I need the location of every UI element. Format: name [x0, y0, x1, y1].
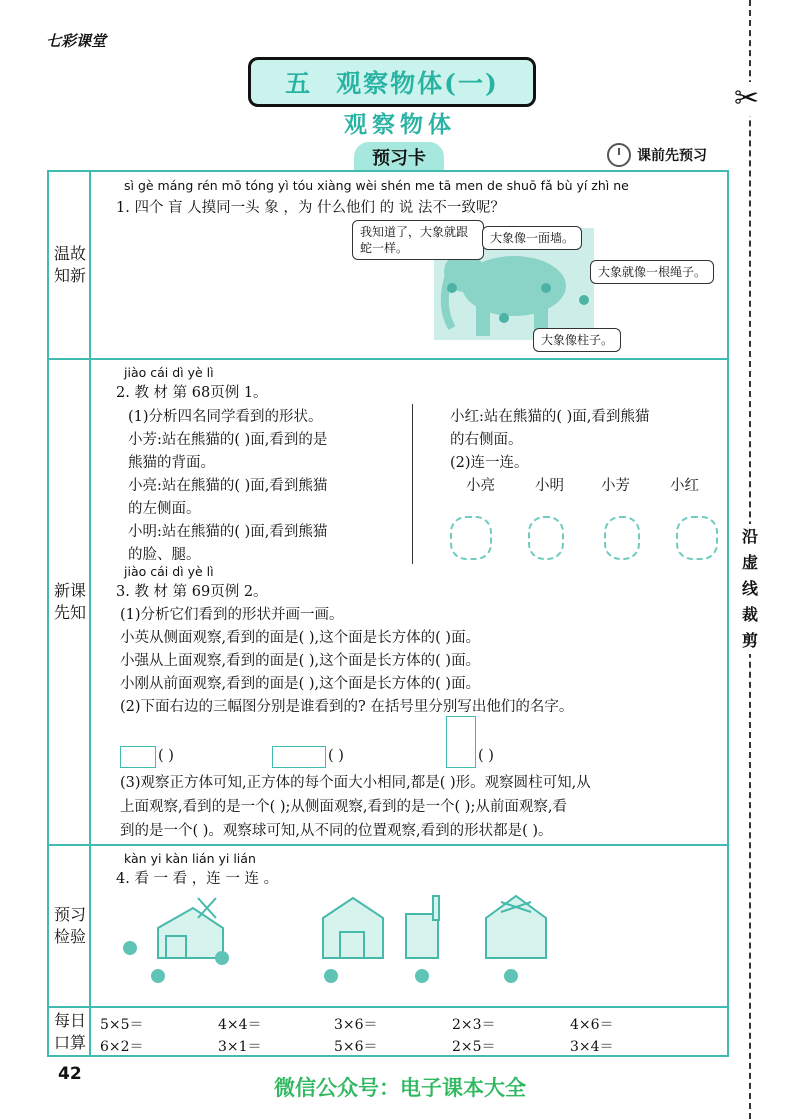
- calc-item: 2×3＝: [452, 1017, 496, 1033]
- page-number: 42: [58, 1064, 82, 1084]
- row-divider: [47, 1006, 729, 1008]
- q3-line: (2)下面右边的三幅图分别是谁看到的? 在括号里分别写出他们的名字。: [120, 699, 574, 715]
- q2-left-line: 的左侧面。: [128, 501, 201, 517]
- speech-bubble: 我知道了，大象就跟蛇一样。: [352, 220, 484, 260]
- q2-text: 2. 教 材 第 68页例 1。: [116, 385, 268, 401]
- q2-right-line: 小红:站在熊猫的( )面,看到熊猫: [450, 409, 650, 425]
- panda-view-image: [450, 516, 492, 560]
- rectangle-view: [446, 716, 476, 768]
- preview-tag: [607, 143, 707, 167]
- student-name: 小红: [670, 478, 699, 494]
- q3-line: (1)分析它们看到的形状并画一画。: [120, 607, 344, 623]
- calc-item: 4×6＝: [570, 1017, 614, 1033]
- q3-para-line: (3)观察正方体可知,正方体的每个面大小相同,都是( )形。观察圆柱可知,从: [120, 775, 591, 791]
- q3-line: 小强从上面观察,看到的面是( ),这个面是长方体的( )面。: [120, 653, 481, 669]
- q3-pinyin: jiào cái dì yè lì: [124, 564, 214, 579]
- windmill-illustrations: [118, 888, 718, 998]
- section-daily-label: 每日口算: [53, 1011, 86, 1052]
- panda-view-image: [676, 516, 718, 560]
- q3-para-line: 上面观察,看到的是一个( );从侧面观察,看到的是一个( );从前面观察,看: [120, 799, 567, 815]
- student-name: 小亮: [466, 478, 495, 494]
- lesson-subtitle: 观察物体: [344, 112, 456, 138]
- clock-icon: [607, 143, 631, 167]
- unit-title: 观察物体(一): [336, 69, 499, 98]
- calc-item: 5×5＝: [100, 1017, 144, 1033]
- student-name: 小芳: [601, 478, 630, 494]
- answer-paren: ( ): [328, 748, 344, 764]
- cut-instruction: 沿虚线裁剪: [738, 524, 762, 654]
- preview-tag-label: 课前先预习: [637, 148, 707, 164]
- row-divider: [47, 844, 729, 846]
- calc-item: 6×2＝: [100, 1039, 144, 1055]
- answer-paren: ( ): [478, 748, 494, 764]
- q2-left-line: 的脸、腿。: [128, 547, 201, 563]
- answer-paren: ( ): [158, 748, 174, 764]
- q2-left-line: 小亮:站在熊猫的( )面,看到熊猫: [128, 478, 328, 494]
- q3-line: 小英从侧面观察,看到的面是( ),这个面是长方体的( )面。: [120, 630, 481, 646]
- q2-left-line: 熊猫的背面。: [128, 455, 215, 471]
- rectangle-view: [120, 746, 156, 768]
- calc-item: 4×4＝: [218, 1017, 262, 1033]
- speech-bubble: 大象像一面墙。: [482, 226, 582, 250]
- q2-left-line: 小芳:站在熊猫的( )面,看到的是: [128, 432, 328, 448]
- column-divider: [412, 404, 413, 564]
- rectangle-view: [272, 746, 326, 768]
- section-check-label: 预习检验: [53, 905, 86, 946]
- q2-right-line: 的右侧面。: [450, 432, 523, 448]
- footer-watermark: 微信公众号：电子课本大全: [274, 1076, 526, 1100]
- q3-text: 3. 教 材 第 69页例 2。: [116, 584, 268, 600]
- card-label: 预习卡: [354, 142, 444, 172]
- calc-item: 5×6＝: [334, 1039, 378, 1055]
- q2-sub1: (1)分析四名同学看到的形状。: [128, 409, 323, 425]
- calc-item: 3×1＝: [218, 1039, 262, 1055]
- q1-text: 1. 四个 盲 人摸同一头 象 ，为 什么他们 的 说 法不一致呢？: [116, 200, 505, 216]
- q2-pinyin: jiào cái dì yè lì: [124, 365, 214, 380]
- unit-title-box: [248, 57, 536, 107]
- student-name: 小明: [535, 478, 564, 494]
- speech-bubble: 大象就像一根绳子。: [590, 260, 714, 284]
- q1-pinyin: sì gè máng rén mō tóng yì tóu xiàng wèi shén me tā men de shuō fǎ bù yí zhì ne: [124, 178, 629, 193]
- q2-left-line: 小明:站在熊猫的( )面,看到熊猫: [128, 524, 328, 540]
- q2-right-line: (2)连一连。: [450, 455, 529, 471]
- calc-item: 2×5＝: [452, 1039, 496, 1055]
- speech-bubble: 大象像柱子。: [533, 328, 621, 352]
- calc-item: 3×6＝: [334, 1017, 378, 1033]
- panda-view-image: [604, 516, 640, 560]
- q3-line: 小刚从前面观察,看到的面是( ),这个面是长方体的( )面。: [120, 676, 481, 692]
- brand-logo: 七彩课堂: [46, 32, 107, 50]
- panda-view-image: [528, 516, 564, 560]
- scissors-icon: ✂: [734, 81, 760, 116]
- q4-text: 4. 看 一 看 ，连 一 连 。: [116, 871, 279, 887]
- section-review-label: 温故知新: [53, 244, 86, 285]
- row-divider: [47, 358, 729, 360]
- section-new-label: 新课先知: [53, 581, 86, 622]
- unit-number: 五: [285, 69, 313, 98]
- calc-item: 3×4＝: [570, 1039, 614, 1055]
- q4-pinyin: kàn yi kàn lián yi lián: [124, 851, 256, 866]
- q3-para-line: 到的是一个( )。观察球可知,从不同的位置观察,看到的形状都是( )。: [120, 823, 553, 839]
